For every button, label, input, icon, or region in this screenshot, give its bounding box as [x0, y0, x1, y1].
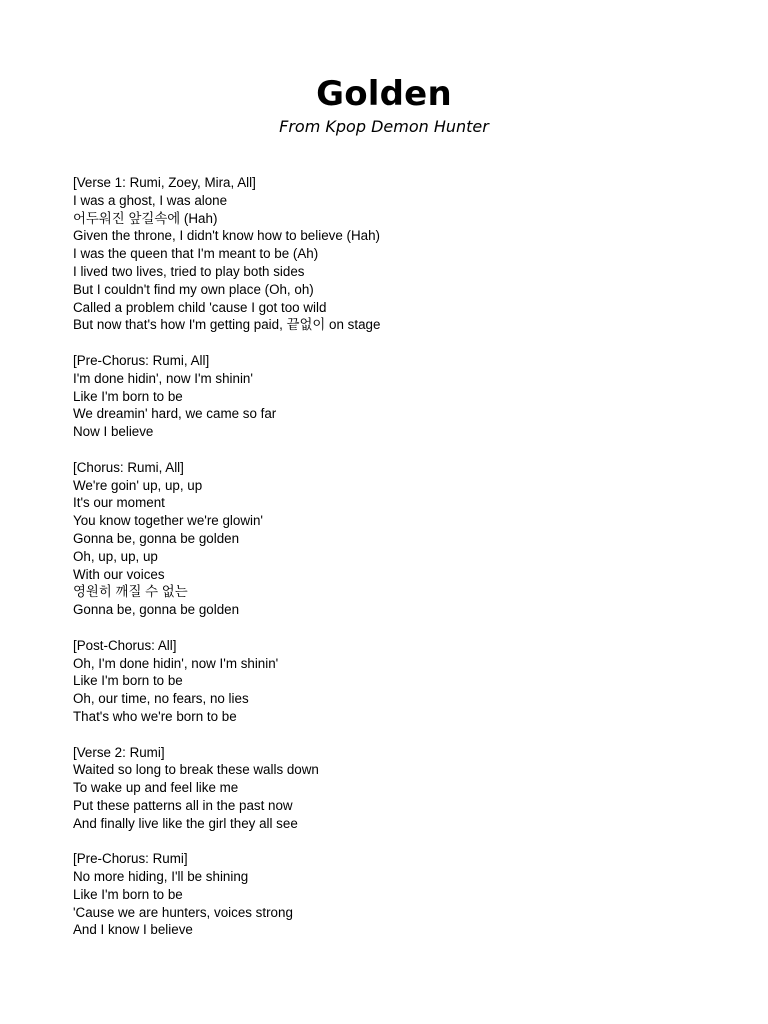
lyrics-section-chorus [73, 459, 713, 619]
lyric-line: Like I'm born to be [73, 388, 183, 404]
lyric-line: To wake up and feel like me [73, 780, 239, 796]
lyric-line: Oh, I'm done hidin', now I'm shinin' [73, 655, 279, 671]
section-heading: [Pre-Chorus: Rumi, All] [73, 352, 210, 368]
lyric-line: 영원히 깨질 수 없는 [73, 584, 188, 600]
lyric-line: That's who we're born to be [73, 708, 237, 724]
lyric-line: Like I'm born to be [73, 673, 183, 689]
lyric-line: Put these patterns all in the past now [73, 797, 293, 813]
lyric-line: We're goin' up, up, up [73, 477, 203, 493]
lyric-line: Oh, our time, no fears, no lies [73, 691, 249, 707]
song-title: Golden [316, 74, 452, 114]
lyric-line: Waited so long to break these walls down [73, 762, 319, 778]
lyric-line: 'Cause we are hunters, voices strong [73, 904, 293, 920]
song-subtitle: From Kpop Demon Hunter [279, 117, 489, 136]
section-heading: [Pre-Chorus: Rumi] [73, 851, 188, 867]
section-heading: [Verse 1: Rumi, Zoey, Mira, All] [73, 175, 256, 190]
lyric-line: Like I'm born to be [73, 886, 183, 902]
section-heading: [Chorus: Rumi, All] [73, 459, 184, 475]
lyric-line: With our voices [73, 566, 165, 582]
lyrics-section-verse-1 [73, 174, 713, 334]
section-heading: [Verse 2: Rumi] [73, 744, 165, 760]
lyrics-body [73, 174, 713, 957]
lyric-line: Called a problem child 'cause I got too wild [73, 299, 327, 315]
lyrics-section-pre-chorus-2 [73, 850, 713, 939]
lyric-line: You know together we're glowin' [73, 513, 263, 529]
lyrics-section-pre-chorus-1 [73, 352, 713, 441]
lyrics-section-post-chorus [73, 637, 713, 726]
lyrics-section-verse-2 [73, 744, 713, 833]
lyric-line: Given the throne, I didn't know how to believe (Hah) [73, 228, 380, 244]
lyric-line: But I couldn't find my own place (Oh, oh) [73, 281, 314, 297]
lyric-line: Oh, up, up, up [73, 548, 158, 564]
lyric-line: It's our moment [73, 495, 165, 511]
lyric-line: And finally live like the girl they all see [73, 815, 298, 831]
lyric-line: I lived two lives, tried to play both sides [73, 263, 305, 279]
lyric-line: Gonna be, gonna be golden [73, 602, 240, 618]
section-heading: [Post-Chorus: All] [73, 637, 177, 653]
lyric-line: Now I believe [73, 424, 154, 440]
lyric-line: But now that's how I'm getting paid, 끝없이 on stage [73, 317, 381, 333]
lyric-line: I'm done hidin', now I'm shinin' [73, 370, 253, 386]
lyric-line: No more hiding, I'll be shining [73, 869, 249, 885]
lyric-line: And I know I believe [73, 922, 193, 938]
lyric-line: I was the queen that I'm meant to be (Ah) [73, 246, 319, 262]
lyric-line: Gonna be, gonna be golden [73, 530, 240, 546]
lyric-line: We dreamin' hard, we came so far [73, 406, 277, 422]
lyric-line: 어두워진 앞길속에 (Hah) [73, 210, 218, 226]
lyric-line: I was a ghost, I was alone [73, 192, 228, 208]
